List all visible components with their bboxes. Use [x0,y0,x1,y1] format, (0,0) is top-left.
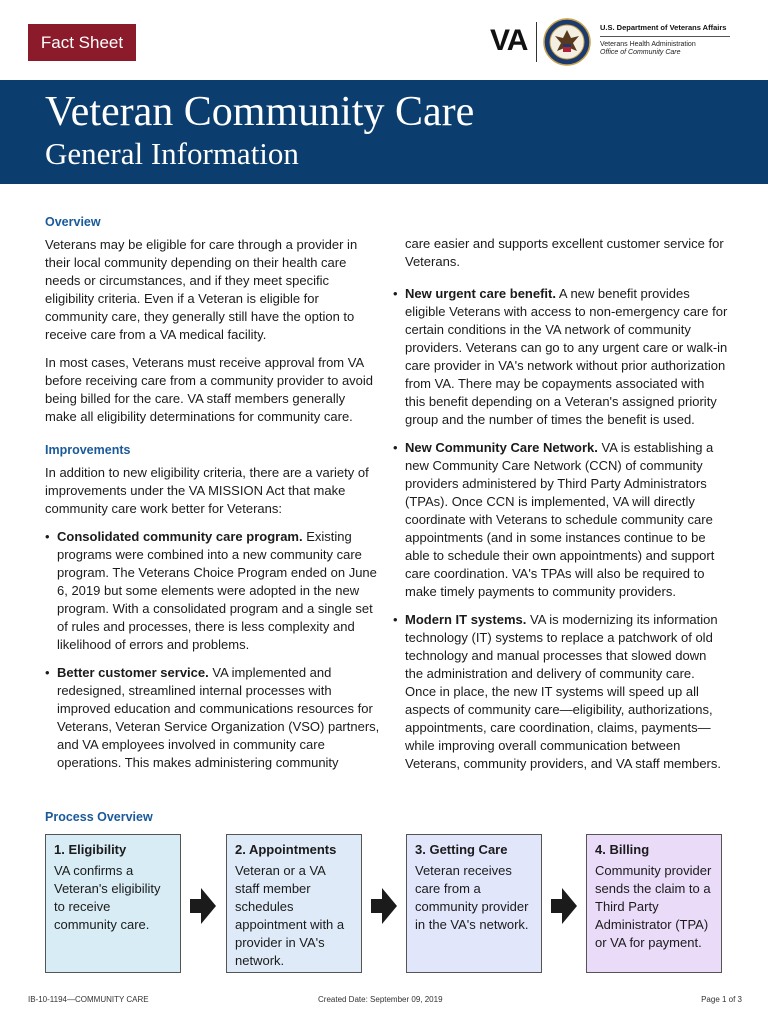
arrow-right-icon [190,888,216,924]
bullet-title: Consolidated community care program. [57,529,303,544]
step-text: Community provider sends the claim to a Third Party Administrator (TPA) or VA for payment. [595,863,712,950]
bullet-dot: • [45,529,50,544]
bullet-title: Better customer service. [57,665,209,680]
va-wordmark: VA [490,24,528,57]
bullet-text: VA implemented and redesigned, streamlined internal processes with improved education and communications resources for Veterans, Veteran Service Organization (VSO) partners, and VA employees involved in community care operations. This makes administering community [57,665,380,770]
bullet-text: VA is modernizing its information technology (IT) systems to replace a patchwork of old technology and manual processes that slowed down the administration and delivery of community care. Once in place, the new IT systems will speed up all aspects of community care—eligibility, authorizations, appointments, care coordination, claims, payments—while improving overall communication between Veterans, community providers, and VA staff members. [405,612,721,771]
page-title: Veteran Community Care [45,89,475,135]
overview-heading: Overview [45,215,101,229]
footer-created-date: Created Date: September 09, 2019 [318,995,443,1004]
va-seal-icon [543,18,591,66]
bullet-text: Existing programs were combined into a new community care program. The Veterans Choice Program ended on June 6, 2019 but some elements were adopted in the new program. With a consolidated program and a single set of rules and processes, there is less complexity and likelihood of errors and problems. [57,529,377,652]
bullet-title: New Community Care Network. [405,440,598,455]
customer-service-continuation: care easier and supports excellent customer service for Veterans. [405,236,724,269]
agency-block [600,23,730,56]
bullet-text: A new benefit provides eligible Veterans with access to non-emergency care for certain conditions in the VA network of community providers. Veterans can go to any urgent care or walk-in care provider in VA's network without prior authorization from VA. There may be copayments associated with this benefit depending on a Veteran's assigned priority group and the number of times the benefit is used. [405,286,728,427]
bullet-customer-service [45,664,380,772]
step-title: 2. Appointments [235,842,337,857]
logo-divider [536,22,537,62]
fact-sheet-tag: Fact Sheet [28,24,136,61]
right-column [393,235,728,783]
arrow-right-icon [551,888,577,924]
department-name: U.S. Department of Veterans Affairs [600,23,730,37]
bullet-text: VA is establishing a new Community Care Network (CCN) of community providers administered by Third Party Administrators (TPAs). Once CCN is implemented, VA will directly coordinate with Veterans to schedule community care appointments (and in some instances continue to be able to schedule their own appointments) and support care coordination. VA's TPAs will also be required to make timely payments to community providers. [405,440,715,599]
step-title: 3. Getting Care [415,842,508,857]
office-name: Office of Community Care [600,49,681,56]
improvements-intro: In addition to new eligibility criteria, there are a variety of improvements under the VA MISSION Act that make community care work better for Veterans: [45,465,369,516]
left-column [45,212,380,782]
bullet-dot: • [45,665,50,680]
step-title: 1. Eligibility [54,842,127,857]
process-overview-heading: Process Overview [45,810,153,824]
process-step-getting-care [406,834,542,973]
bullet-dot: • [393,440,398,455]
bullet-dot: • [393,286,398,301]
overview-paragraph-1: Veterans may be eligible for care through a provider in their local community depending on their health care needs or circumstances, and if they meet specific eligibility criteria. Even if a Veteran is eligible for community care, they generally still have the option to receive care from a VA medical facility. [45,237,358,342]
footer-document-id: IB-10-1194—COMMUNITY CARE [28,995,149,1004]
page-subtitle: General Information [45,136,299,171]
step-text: VA confirms a Veteran's eligibility to receive community care. [54,863,161,932]
arrow-right-icon [371,888,397,924]
process-step-billing [586,834,722,973]
process-step-appointments [226,834,362,973]
improvements-heading: Improvements [45,443,131,457]
title-banner [0,80,768,184]
footer-page-number: Page 1 of 3 [701,995,742,1004]
step-text: Veteran or a VA staff member schedules appointment with a provider in VA's network. [235,863,345,968]
bullet-it-systems [393,611,728,773]
administration-name: Veterans Health Administration [600,41,696,48]
bullet-urgent-care [393,285,728,429]
bullet-community-care-network [393,439,728,601]
bullet-title: New urgent care benefit. [405,286,556,301]
overview-paragraph-2: In most cases, Veterans must receive approval from VA before receiving care from a community provider to avoid being billed for the care. VA staff members generally make all eligibility determinations for community care. [45,355,374,424]
bullet-title: Modern IT systems. [405,612,527,627]
step-title: 4. Billing [595,842,650,857]
bullet-dot: • [393,612,398,627]
step-text: Veteran receives care from a community provider in the VA's network. [415,863,529,932]
bullet-consolidated-program [45,528,380,654]
process-step-eligibility [45,834,181,973]
